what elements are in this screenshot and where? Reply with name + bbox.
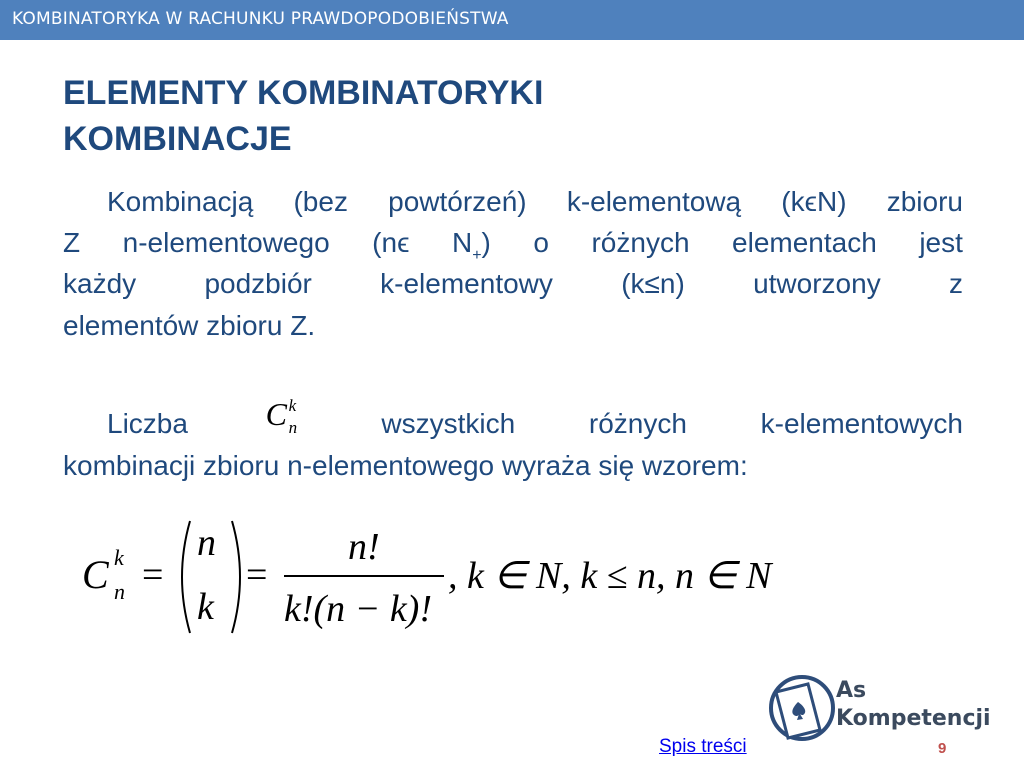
word: k-elementowy bbox=[380, 268, 553, 299]
count-line-2: kombinacji zbioru n-elementowego wyraża się wzorem: bbox=[63, 450, 748, 481]
word-n-plus bbox=[452, 227, 491, 264]
word: o bbox=[533, 227, 549, 258]
binom-bottom-k: k bbox=[197, 586, 214, 628]
combination-symbol bbox=[262, 392, 308, 436]
header-bar bbox=[0, 0, 1024, 40]
formula-equals-2: = bbox=[246, 554, 268, 596]
fraction-denominator: k!(n − k)! bbox=[284, 588, 432, 630]
definition-line-4: elementów zbioru Z. bbox=[63, 310, 316, 341]
set-n: N bbox=[451, 227, 473, 258]
word: Z bbox=[63, 227, 81, 258]
word: elementach bbox=[732, 227, 877, 258]
definition-line-1 bbox=[63, 186, 963, 218]
word: k-elementową bbox=[566, 186, 742, 217]
word: (k≤n) bbox=[621, 268, 685, 299]
word: powtórzeń) bbox=[388, 186, 527, 217]
word: (kϵN) bbox=[781, 186, 847, 217]
word: wszystkich bbox=[381, 408, 516, 439]
word: (bez bbox=[293, 186, 348, 217]
combination-formula bbox=[80, 515, 800, 640]
page-number: 9 bbox=[938, 740, 947, 757]
symbol-k: k bbox=[288, 396, 297, 415]
word: różnych bbox=[591, 227, 690, 258]
fraction-numerator: n! bbox=[348, 526, 380, 568]
formula-equals-1: = bbox=[142, 554, 164, 596]
count-line-1 bbox=[63, 392, 963, 440]
word: każdy bbox=[63, 268, 137, 299]
word: utworzony bbox=[753, 268, 881, 299]
word: różnych bbox=[588, 408, 687, 439]
logo-text-line-2: Kompetencji bbox=[836, 706, 991, 731]
paren-close: ) bbox=[481, 227, 491, 258]
word: z bbox=[949, 268, 963, 299]
formula-c: C bbox=[82, 552, 109, 597]
word: n-elementowego bbox=[122, 227, 330, 258]
word-liczba: Liczba bbox=[107, 408, 188, 439]
binom-top-n: n bbox=[197, 522, 216, 564]
symbol-n: n bbox=[288, 418, 298, 437]
word: zbioru bbox=[886, 186, 963, 217]
subscript-plus: + bbox=[472, 247, 482, 264]
word: Kombinacją bbox=[107, 186, 254, 217]
word: k-elementowych bbox=[760, 408, 963, 439]
word: podzbiór bbox=[204, 268, 312, 299]
word: jest bbox=[919, 227, 963, 258]
definition-line-2 bbox=[63, 227, 963, 264]
slide-title-line-1: ELEMENTY KOMBINATORYKI bbox=[63, 74, 544, 112]
fraction-bar bbox=[284, 575, 444, 577]
definition-line-3 bbox=[63, 268, 963, 300]
formula-n-sub: n bbox=[114, 579, 125, 604]
table-of-contents-link[interactable]: Spis treści bbox=[659, 736, 747, 757]
slide-title-line-2: KOMBINACJE bbox=[63, 120, 292, 158]
symbol-c: C bbox=[265, 396, 287, 432]
formula-conditions: , k ∈ N, k ≤ n, n ∈ N bbox=[448, 555, 772, 597]
logo-text-line-1: As bbox=[836, 678, 867, 703]
formula-k-sup: k bbox=[114, 545, 124, 570]
header-title: KOMBINATORYKA W RACHUNKU PRAWDOPODOBIEŃSTWA bbox=[12, 9, 509, 29]
word: (nϵ bbox=[372, 227, 410, 258]
